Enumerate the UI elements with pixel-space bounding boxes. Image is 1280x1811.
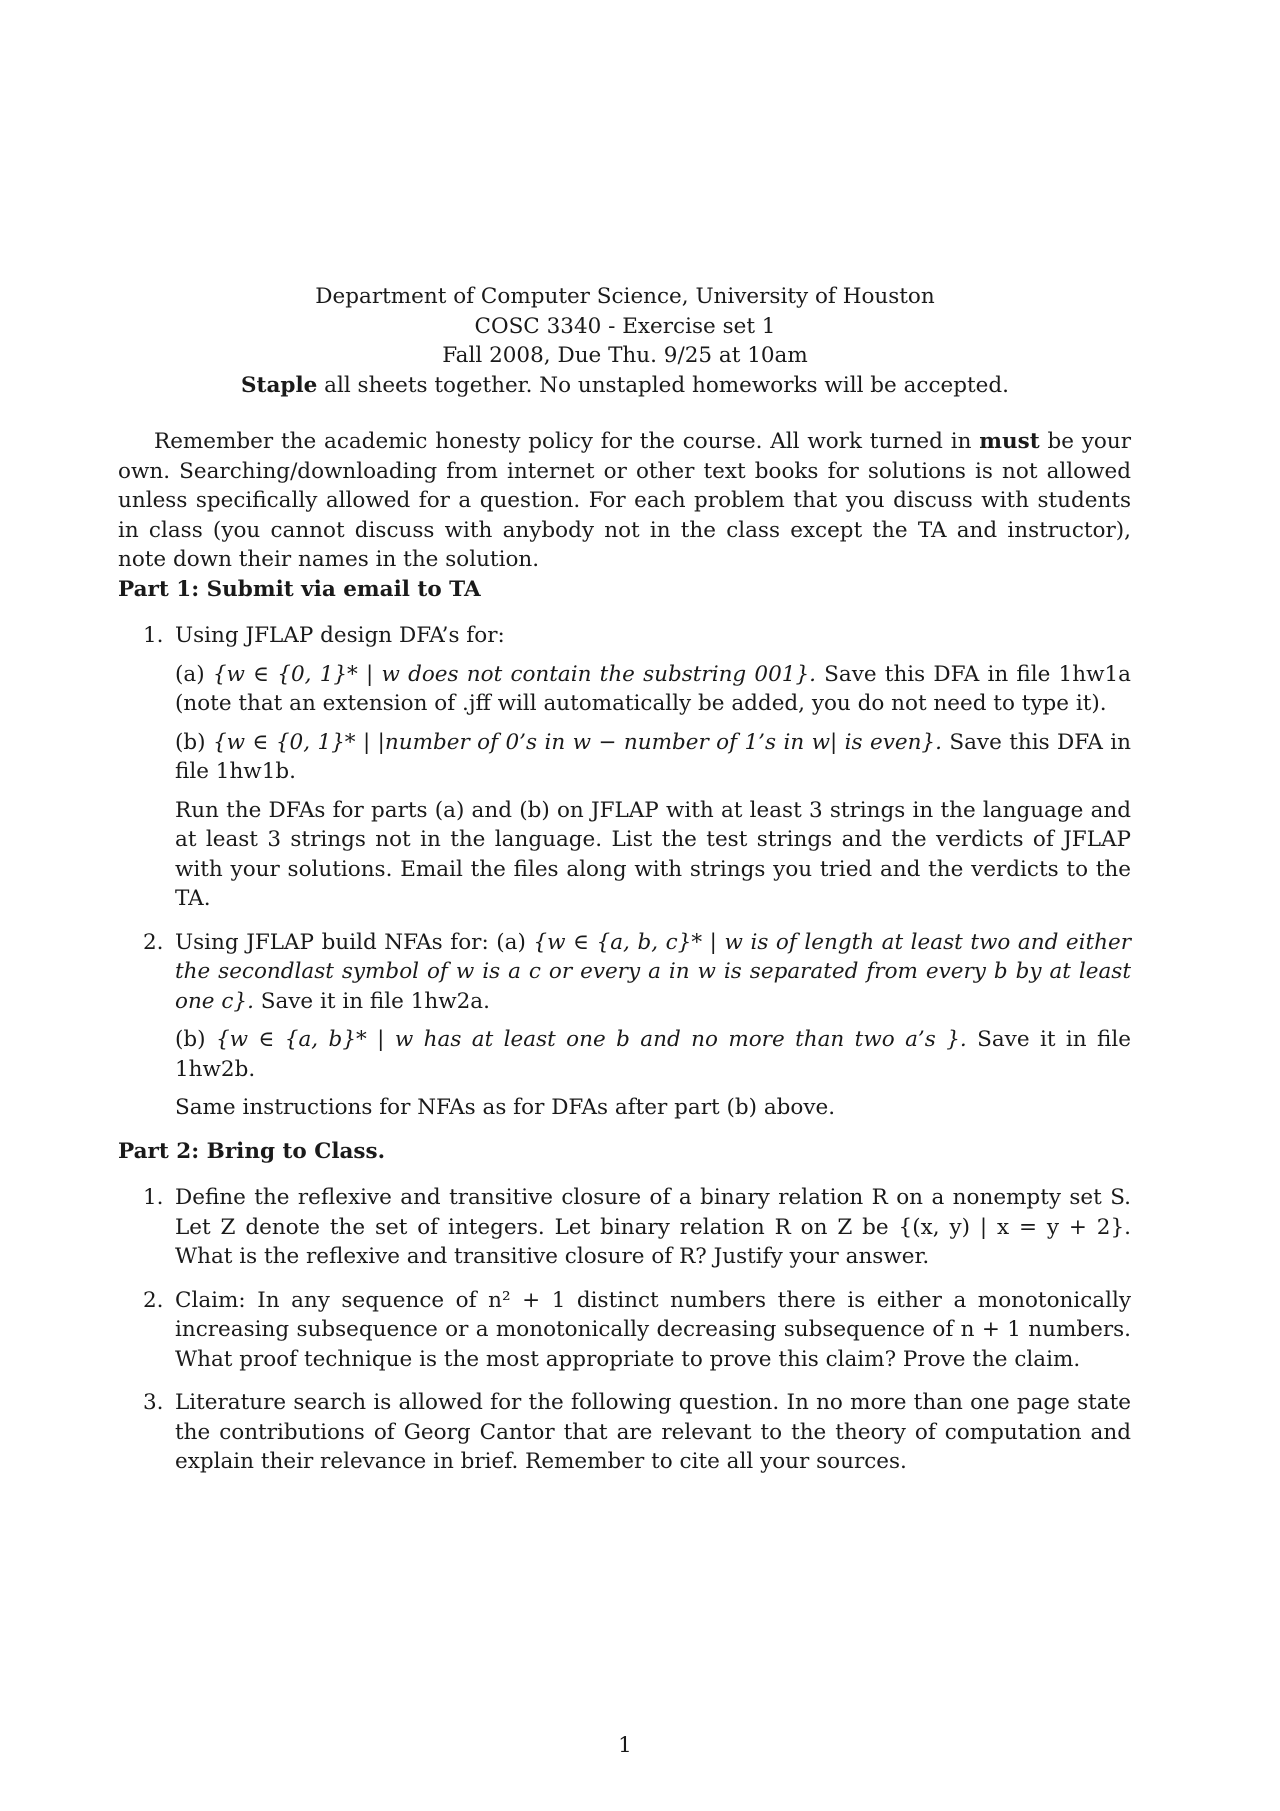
q2a-lead: Using JFLAP build NFAs for: (a) xyxy=(175,929,534,955)
page-number: 1 xyxy=(618,1733,632,1758)
part2-question-3 xyxy=(118,1388,1131,1477)
header-department: Department of Computer Science, University of Houston xyxy=(315,284,935,309)
question-number: 1. xyxy=(143,1185,164,1210)
q1-lead: Using JFLAP design DFA’s for: xyxy=(175,623,505,648)
q1a-label: (a) xyxy=(175,661,205,687)
q1b-label: (b) xyxy=(175,729,206,755)
body-content xyxy=(118,427,1131,1477)
q1a-set: {w ∈ {0, 1}* | w does not contain the substring 001}. xyxy=(212,661,816,687)
part1-title: Part 1: Submit via email to TA xyxy=(118,576,481,602)
question-number: 1. xyxy=(143,623,164,648)
question-number: 2. xyxy=(143,929,164,955)
header-course: COSC 3340 - Exercise set 1 xyxy=(474,313,776,339)
document-header xyxy=(0,282,1250,400)
q1-run-instructions: Run the DFAs for parts (a) and (b) on JFLAP with at least 3 strings in the language and at least 3 strings not in the language. List the test strings and the verdicts of JFLAP with your solutions. Email the files along with strings you tried and the verdicts to the TA. xyxy=(175,797,1131,911)
question-number: 2. xyxy=(143,1287,164,1313)
q2-part-a xyxy=(175,928,1131,1017)
intro-text-2: be your own. Searching/downloading from internet or other text books for solutions is not allowed unless specifically allowed for a question. For each problem that you discuss with students in class (you cannot discuss with anybody not in the class except the TA and instructor), note down their names in the solution. xyxy=(118,429,1131,572)
part1-question-2 xyxy=(118,928,1131,1123)
part2-title: Part 2: Bring to Class. xyxy=(118,1138,386,1164)
q1a-text: Save this DFA in file 1hw1a (note that an extension of .jff will automatically be added, you do not need to type it). xyxy=(175,661,1131,716)
q2a-set: {w ∈ {a, b, c}* | w is of length at least two and either the secondlast symbol of w is a c or every a in w is separated from every b by at least one c}. xyxy=(175,929,1131,1014)
q2-part-b xyxy=(175,1025,1131,1084)
q1-part-a xyxy=(175,660,1131,719)
intro-paragraph xyxy=(118,427,1131,575)
question-number: 3. xyxy=(143,1390,164,1415)
staple-rest: all sheets together. No unstapled homeworks will be accepted. xyxy=(317,372,1009,398)
q2a-text: Save it in file 1hw2a. xyxy=(253,988,490,1014)
header-due-date: Fall 2008, Due Thu. 9/25 at 10am xyxy=(442,343,808,368)
p2q1-text: Define the reflexive and transitive closure of a binary relation R on a nonempty set S. Let Z denote the set of integers. Let binary relation R on Z be {(x, y) | x = y + 2}. What is the reflexive and transitive closure of R? Justify your answer. xyxy=(175,1185,1131,1269)
intro-text-1: Remember the academic honesty policy for the course. All work turned in xyxy=(154,429,980,454)
q2b-label: (b) xyxy=(175,1027,206,1052)
p2q2-text: Claim: In any sequence of n² + 1 distinct numbers there is either a monotonically increasing subsequence or a monotonically decreasing subsequence of n + 1 numbers. What proof technique is the most appropriate to prove this claim? Prove the claim. xyxy=(175,1287,1131,1372)
q2-same-instructions: Same instructions for NFAs as for DFAs after part (b) above. xyxy=(175,1095,836,1120)
part2-question-2 xyxy=(118,1286,1131,1375)
staple-bold: Staple xyxy=(241,372,318,398)
q2b-text: Save it in file 1hw2b. xyxy=(175,1027,1131,1082)
part2-question-1 xyxy=(118,1183,1131,1272)
intro-must: must xyxy=(979,429,1040,454)
q1b-text: Save this DFA in file 1hw1b. xyxy=(175,729,1132,784)
header-staple-note xyxy=(0,371,1250,401)
q2b-set: {w ∈ {a, b}* | w has at least one b and no more than two a’s }. xyxy=(215,1027,967,1052)
q1b-set: {w ∈ {0, 1}* | |number of 0’s in w − number of 1’s in w| is even}. xyxy=(212,729,942,755)
q1-part-b xyxy=(175,728,1131,787)
p2q3-text: Literature search is allowed for the following question. In no more than one page state the contributions of Georg Cantor that are relevant to the theory of computation and explain their relevance in brief. Remember to cite all your sources. xyxy=(175,1390,1131,1474)
part1-question-1 xyxy=(118,621,1131,914)
